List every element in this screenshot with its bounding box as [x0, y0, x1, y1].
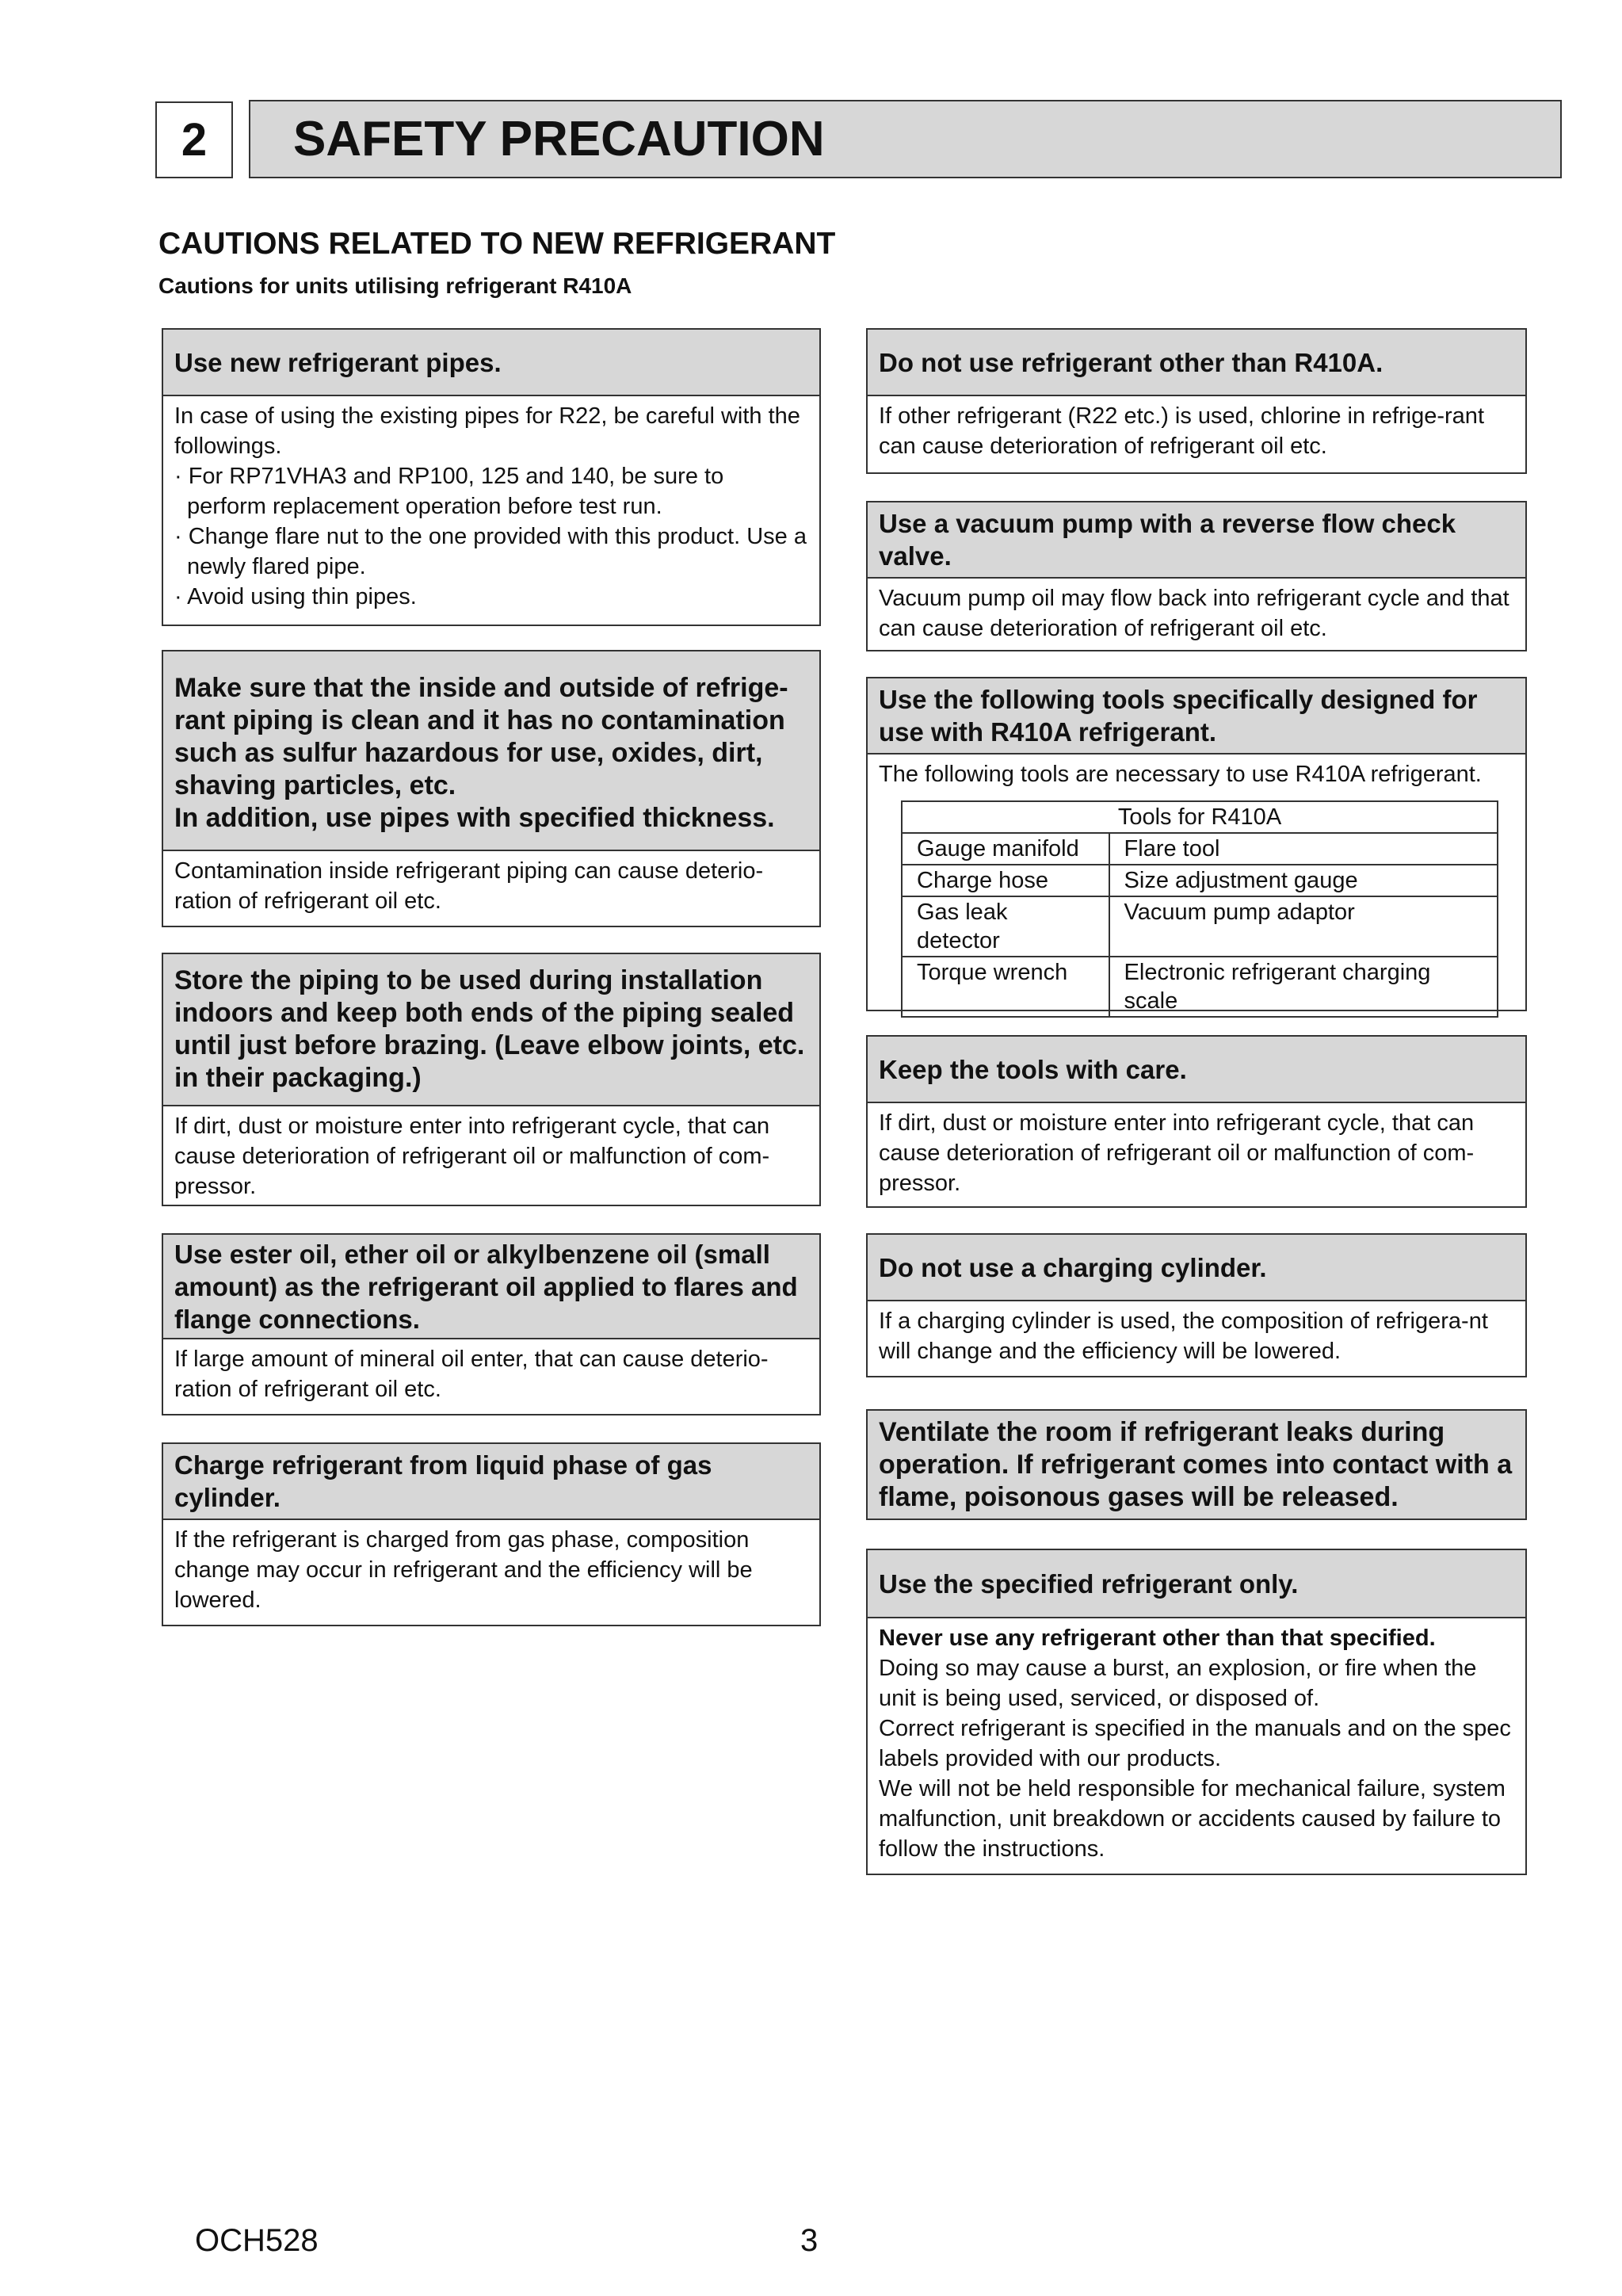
caution-box-new-pipes [162, 328, 821, 626]
caution-title: Charge refrigerant from liquid phase of gas cylinder. [163, 1444, 819, 1520]
bullet-item: · Avoid using thin pipes. [174, 584, 417, 609]
page-number: 3 [800, 2223, 819, 2258]
caution-box-tools [866, 677, 1527, 1014]
caution-box-specified-refrigerant [866, 1549, 1527, 1875]
bullet-item: · For RP71VHA3 and RP100, 125 and 140, be sure to perform replacement operation before test run. [174, 464, 724, 519]
section-number: 2 [155, 101, 233, 178]
table-cell: Flare tool [1109, 833, 1498, 865]
caution-body: If dirt, dust or moisture enter into refrigerant cycle, that can cause deterioration of refrigerant oil or malfunction of com-pressor. [174, 1114, 770, 1199]
section-title-text: SAFETY PRECAUTION [293, 112, 825, 166]
caution-intro: In case of using the existing pipes for R22, be careful with the followings. [174, 403, 800, 459]
caution-box-store-piping [162, 953, 821, 1206]
caution-body: If large amount of mineral oil enter, that can cause deterio-ration of refrigerant oil etc. [174, 1347, 769, 1402]
caution-body [163, 396, 819, 617]
caution-body: If the refrigerant is charged from gas phase, composition change may occur in refrigerant and the efficiency will be lowered. [174, 1527, 753, 1613]
table-row [902, 865, 1498, 896]
table-cell: Charge hose [902, 865, 1109, 896]
page-subheading: Cautions for units utilising refrigerant R410A [158, 273, 632, 298]
caution-box-other-refrigerant [866, 328, 1527, 474]
document-code: OCH528 [195, 2223, 319, 2258]
caution-body [868, 1618, 1525, 1869]
caution-title: Do not use a charging cylinder. [868, 1235, 1525, 1301]
caution-body: If a charging cylinder is used, the composition of refrigera-nt will change and the efficiency will be lowered. [879, 1308, 1488, 1364]
table-cell: Gauge manifold [902, 833, 1109, 865]
caution-paragraph: We will not be held responsible for mechanical failure, system malfunction, unit breakdown or accidents caused by failure to follow the instructions. [879, 1776, 1506, 1862]
caution-title-line: In addition, use pipes with specified thickness. [174, 803, 775, 833]
table-cell: Size adjustment gauge [1109, 865, 1498, 896]
caution-title [163, 651, 819, 851]
section-title [249, 100, 1562, 178]
caution-title: Use ester oil, ether oil or alkylbenzene oil (small amount) as the refrigerant oil applied to flares and flange connections. [163, 1235, 819, 1339]
table-cell: Torque wrench [902, 957, 1109, 1017]
table-cell: Electronic refrigerant charging scale [1109, 957, 1498, 1017]
table-row [902, 896, 1498, 957]
caution-title: Use the specified refrigerant only. [868, 1550, 1525, 1618]
caution-body: Contamination inside refrigerant piping can cause deterio-ration of refrigerant oil etc. [174, 858, 764, 914]
caution-title: Use new refrigerant pipes. [163, 330, 819, 396]
caution-body: If dirt, dust or moisture enter into refrigerant cycle, that can cause deterioration of refrigerant oil or malfunction of com-pressor. [879, 1110, 1475, 1196]
caution-box-clean-piping [162, 650, 821, 927]
caution-box-vacuum-pump [866, 501, 1527, 651]
caution-paragraph: Doing so may cause a burst, an explosion, or fire when the unit is being used, serviced, or disposed of. [879, 1656, 1477, 1711]
caution-title-line: Make sure that the inside and outside of refrige-rant piping is clean and it has no contamination such as sulfur hazardous for use, oxides, dirt, shaving particles, etc. [174, 673, 788, 800]
caution-box-charging-cylinder [866, 1233, 1527, 1377]
caution-title: Ventilate the room if refrigerant leaks during operation. If refrigerant comes into contact with a flame, poisonous gases will be released. [868, 1411, 1525, 1519]
caution-body: Vacuum pump oil may flow back into refrigerant cycle and that can cause deterioration of refrigerant oil etc. [879, 586, 1509, 641]
table-cell: Vacuum pump adaptor [1109, 896, 1498, 957]
caution-title: Use a vacuum pump with a reverse flow check valve. [868, 502, 1525, 579]
caution-body: The following tools are necessary to use R410A refrigerant. [879, 762, 1482, 787]
caution-box-liquid-phase [162, 1442, 821, 1626]
caution-body: If other refrigerant (R22 etc.) is used, chlorine in refrige-rant can cause deterioration of refrigerant oil etc. [879, 403, 1484, 459]
caution-title: Keep the tools with care. [868, 1037, 1525, 1103]
caution-paragraph: Correct refrigerant is specified in the manuals and on the spec labels provided with our products. [879, 1716, 1511, 1771]
caution-box-ventilate [866, 1409, 1527, 1520]
tools-table-title: Tools for R410A [902, 801, 1498, 833]
table-row [902, 833, 1498, 865]
caution-title: Store the piping to be used during installation indoors and keep both ends of the piping sealed until just before brazing. (Leave elbow joints, etc. in their packaging.) [163, 954, 819, 1106]
tools-table [901, 800, 1498, 1018]
caution-box-ester-oil [162, 1233, 821, 1415]
caution-title: Do not use refrigerant other than R410A. [868, 330, 1525, 396]
page-heading: CAUTIONS RELATED TO NEW REFRIGERANT [158, 227, 836, 261]
bullet-item: · Change flare nut to the one provided with this product. Use a newly flared pipe. [174, 524, 807, 579]
caution-box-tools-care [866, 1035, 1527, 1208]
caution-title: Use the following tools specifically designed for use with R410A refrigerant. [868, 678, 1525, 755]
table-row [902, 957, 1498, 1017]
table-cell: Gas leak detector [902, 896, 1109, 957]
caution-warning: Never use any refrigerant other than that specified. [879, 1626, 1436, 1651]
